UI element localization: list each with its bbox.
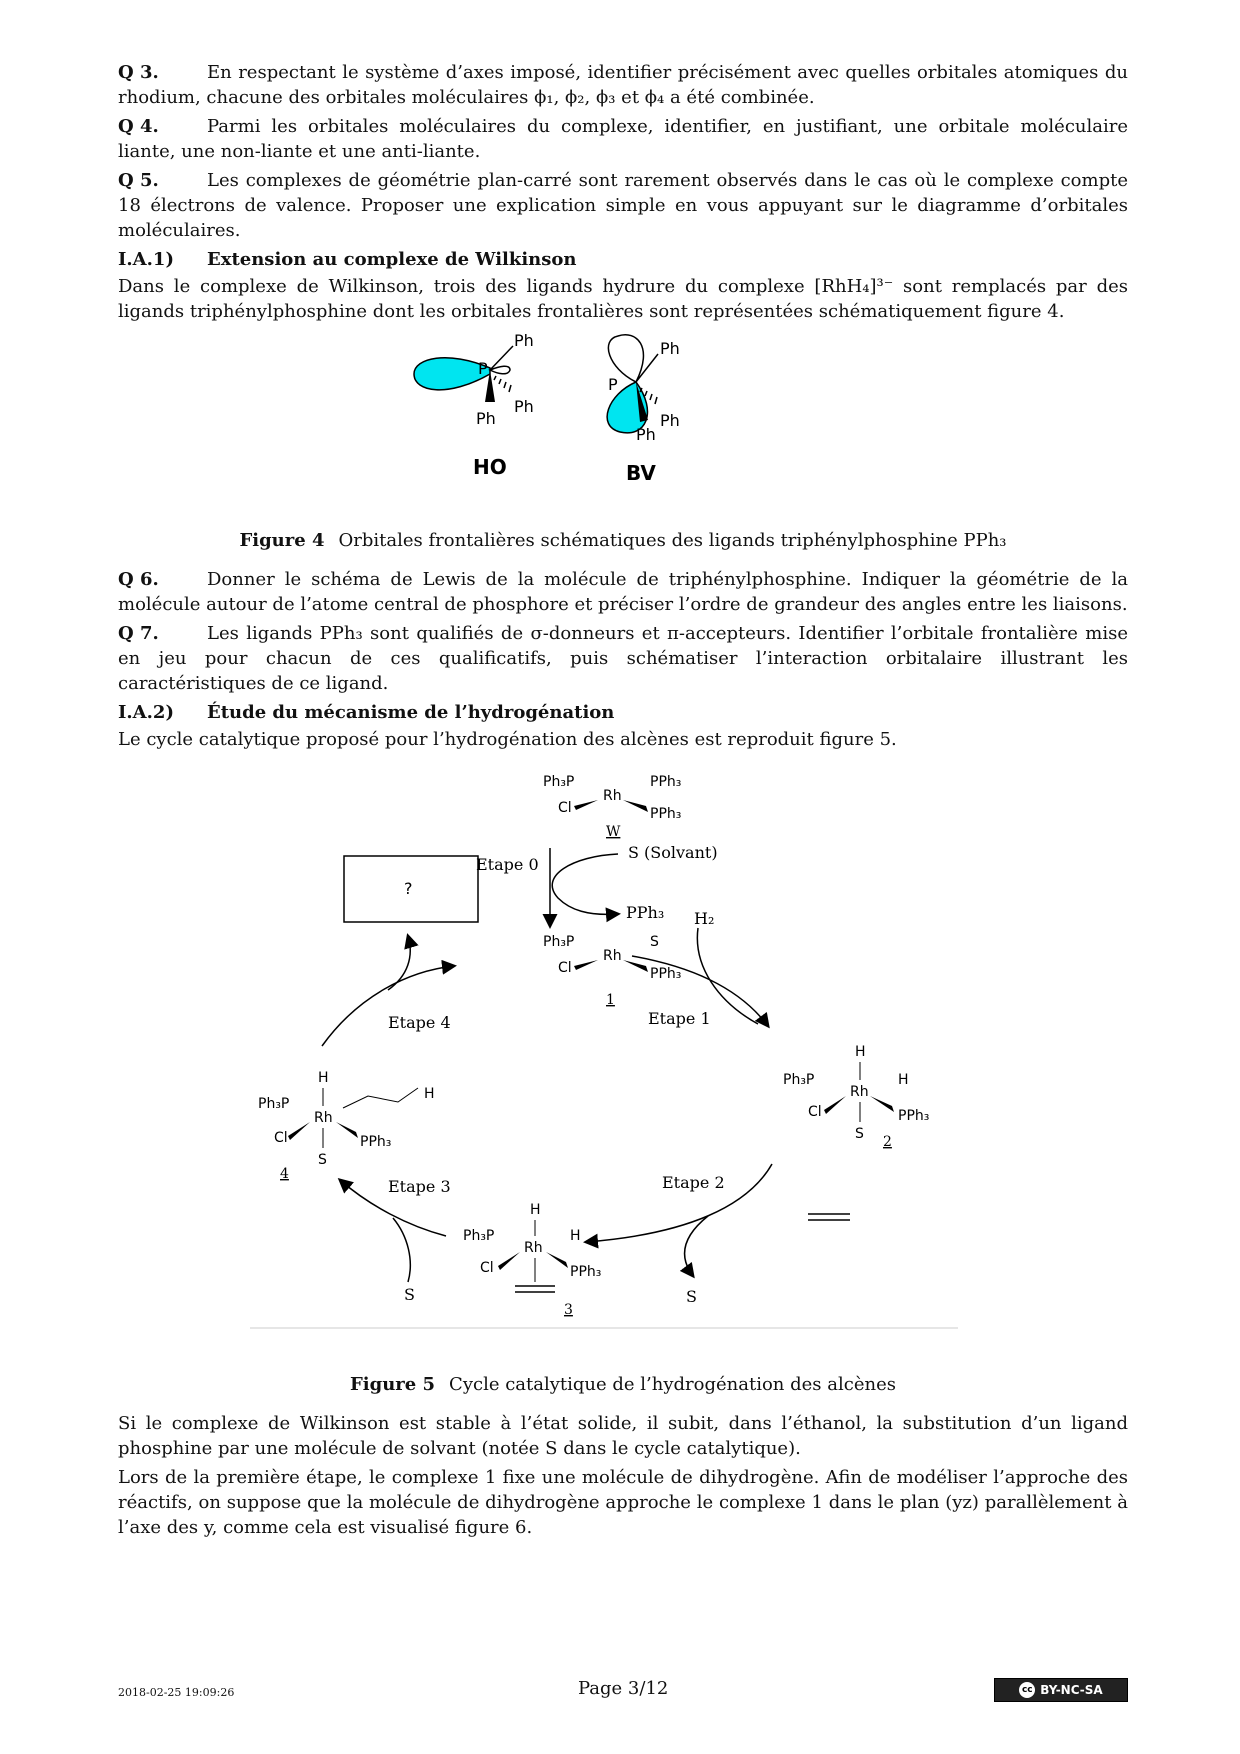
step-1-label: Etape 1 (648, 1009, 711, 1028)
step-0-label: Etape 0 (476, 855, 539, 874)
label-2: 2 (883, 1134, 892, 1150)
complex-1 (543, 934, 681, 1008)
svg-text:Ph₃P: Ph₃P (463, 1228, 495, 1244)
svg-text:Ph₃P: Ph₃P (543, 934, 575, 950)
license-badge: cc BY-NC-SA (994, 1678, 1128, 1702)
svg-text:S: S (318, 1152, 327, 1168)
page-footer (118, 1678, 1128, 1708)
bv-label: BV (626, 461, 656, 485)
cc-icon: cc (1019, 1682, 1035, 1698)
svg-text:PPh₃: PPh₃ (650, 966, 682, 982)
step-2-label: Etape 2 (662, 1173, 725, 1192)
figure-5-catalytic-cycle (118, 766, 1128, 1366)
svg-text:Ph₃P: Ph₃P (783, 1072, 815, 1088)
svg-text:Cl: Cl (274, 1130, 288, 1146)
solvent-label: S (Solvant) (628, 843, 718, 862)
question-5: Q 5. Les complexes de géométrie plan-carré sont rarement observés dans le cas où le complexe compte 18 électrons de valence. Proposer une explication simple en vous appuyant sur le diagramme d’orbitales moléculaires. (118, 170, 1128, 241)
svg-text:H: H (898, 1072, 909, 1088)
complex-w (543, 774, 681, 840)
figure-4-orbitals (118, 332, 1128, 522)
svg-text:Rh: Rh (603, 948, 622, 964)
svg-text:PPh₃: PPh₃ (650, 774, 682, 790)
figure-4-caption: Figure 4 Orbitales frontalières schématiques des ligands triphénylphosphine PPh₃ (239, 530, 1007, 551)
bv-ph-right: Ph (660, 411, 680, 430)
svg-text:PPh₃: PPh₃ (898, 1108, 930, 1124)
step-4-label: Etape 4 (388, 1013, 451, 1032)
paragraph-first-step: Lors de la première étape, le complexe 1 fixe une molécule de dihydrogène. Afin de modéliser l’approche des réactifs, on suppose que la molécule de dihydrogène approche le complexe 1 dans le plan (yz) parallèlement à l’axe des y, comme cela est visualisé figure 6. (118, 1467, 1128, 1538)
s-released: S (686, 1287, 697, 1306)
svg-text:H: H (424, 1086, 435, 1102)
bv-orbital (607, 335, 680, 485)
complex-2 (783, 1044, 929, 1150)
ho-label: HO (473, 455, 507, 479)
question-3: Q 3. En respectant le système d’axes imposé, identifier précisément avec quelles orbitales atomiques du rhodium, chacune des orbitales moléculaires ϕ₁, ϕ₂, ϕ₃ et ϕ₄ a été combinée. (118, 62, 1128, 108)
label-3: 3 (564, 1302, 573, 1318)
bv-p-label: P (608, 375, 618, 394)
svg-text:Ph₃P: Ph₃P (258, 1096, 290, 1112)
step-3-label: Etape 3 (388, 1177, 451, 1196)
svg-text:Rh: Rh (850, 1084, 869, 1100)
svg-text:Cl: Cl (808, 1104, 822, 1120)
figure-5-caption: Figure 5 Cycle catalytique de l’hydrogénation des alcènes (350, 1374, 896, 1395)
page-content (118, 60, 1128, 1544)
svg-text:S: S (855, 1126, 864, 1142)
ho-ph-top: Ph (514, 332, 534, 350)
question-6: Q 6. Donner le schéma de Lewis de la molécule de triphénylphosphine. Indiquer la géométrie de la molécule autour de l’atome central de phosphore et préciser l’ordre de grandeur des angles entre les liaisons. (118, 569, 1128, 615)
section-heading-hydrogenation: I.A.2) Étude du mécanisme de l’hydrogénation (118, 702, 615, 723)
svg-text:H: H (318, 1070, 329, 1086)
complex-3 (463, 1202, 601, 1318)
footer-date: 2018-02-25 19:09:26 (118, 1686, 235, 1699)
svg-text:Cl: Cl (558, 800, 572, 816)
ho-orbital (414, 332, 534, 479)
section-heading-wilkinson: I.A.1) Extension au complexe de Wilkinson (118, 249, 577, 270)
svg-text:Rh: Rh (603, 788, 622, 804)
complex-4 (258, 1070, 435, 1182)
ho-p-label: P (478, 359, 488, 378)
svg-text:Cl: Cl (480, 1260, 494, 1276)
question-4: Q 4. Parmi les orbitales moléculaires du complexe, identifier, en justifiant, une orbitale moléculaire liante, une non-liante et une anti-liante. (118, 116, 1128, 162)
ho-ph-right: Ph (514, 397, 534, 416)
section-text-hydrogenation: Le cycle catalytique proposé pour l’hydrogénation des alcènes est reproduit figure 5. (118, 729, 897, 750)
svg-text:PPh₃: PPh₃ (570, 1264, 602, 1280)
s-added: S (404, 1285, 415, 1304)
svg-text:Rh: Rh (524, 1240, 543, 1256)
bv-ph-bottom: Ph (636, 425, 656, 444)
pph3-released: PPh₃ (626, 903, 665, 922)
svg-text:PPh₃: PPh₃ (650, 806, 682, 822)
label-w: W (606, 824, 621, 840)
section-text-wilkinson: Dans le complexe de Wilkinson, trois des ligands hydrure du complexe [RhH₄]³⁻ sont remplacés par des ligands triphénylphosphine dont les orbitales frontalières sont représentées schématiquement figure 4. (118, 276, 1128, 322)
page-number: Page 3/12 (578, 1678, 669, 1699)
svg-text:Cl: Cl (558, 960, 572, 976)
svg-text:H: H (570, 1228, 581, 1244)
svg-text:S: S (650, 934, 659, 950)
svg-text:Ph₃P: Ph₃P (543, 774, 575, 790)
paragraph-wilkinson-solvent: Si le complexe de Wilkinson est stable à l’état solide, il subit, dans l’éthanol, la substitution d’un ligand phosphine par une molécule de solvant (notée S dans le cycle catalytique). (118, 1413, 1128, 1459)
h2-label: H₂ (694, 909, 715, 928)
bv-ph-top: Ph (660, 339, 680, 358)
ho-ph-bottom: Ph (476, 409, 496, 428)
svg-text:H: H (855, 1044, 866, 1060)
question-7: Q 7. Les ligands PPh₃ sont qualifiés de σ-donneurs et π-accepteurs. Identifier l’orbitale frontalière mise en jeu pour chacun de ces qualificatifs, puis schématiser l’interaction orbitalaire illustrant les caractéristiques de ce ligand. (118, 623, 1128, 694)
svg-text:H: H (530, 1202, 541, 1218)
label-1: 1 (606, 992, 615, 1008)
unknown-mark: ? (404, 879, 413, 898)
svg-text:PPh₃: PPh₃ (360, 1134, 392, 1150)
step-4-arrow (322, 966, 454, 1046)
label-4: 4 (280, 1166, 289, 1182)
svg-text:Rh: Rh (314, 1110, 333, 1126)
